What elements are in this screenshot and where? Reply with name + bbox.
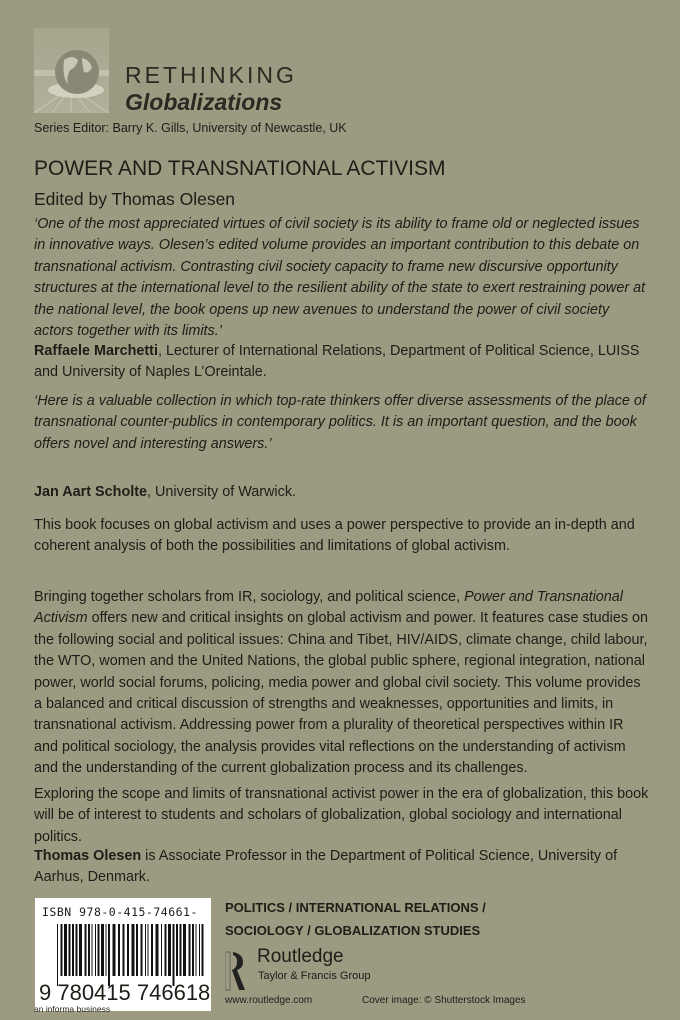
barcode-bar [156, 924, 159, 976]
barcode-bar [168, 924, 171, 976]
description-paragraph-3: Exploring the scope and limits of transnational activist power in the era of globalization, this book will be of interest to students and scholars of globalization, global sociology and international politics. [34, 786, 649, 845]
barcode-bar [79, 924, 82, 976]
book-title: POWER AND TRANSNATIONAL ACTIVISM [34, 157, 446, 180]
barcode-bar [132, 924, 135, 976]
barcode-bar [85, 924, 87, 976]
isbn-text: ISBN 978-0-415-74661- [42, 905, 198, 919]
subject-line: POLITICS / INTERNATIONAL RELATIONS / [225, 900, 486, 915]
barcode-bar [92, 924, 93, 976]
subject-categories [225, 896, 486, 942]
subject-line: SOCIOLOGY / GLOBALIZATION STUDIES [225, 923, 481, 938]
endorsement-author-2 [34, 482, 650, 503]
barcode-bar [123, 924, 125, 976]
barcode-bar [141, 924, 143, 976]
barcode-bar [98, 924, 100, 976]
book-title-italic: Power and Transnational Activism [34, 589, 623, 627]
barcode-bar [101, 924, 104, 976]
publisher-name: Routledge [257, 946, 344, 967]
barcode-bar [161, 924, 162, 976]
series-name: RETHINKING [125, 62, 297, 88]
barcode-bar [173, 924, 175, 986]
endorser-name: Jan Aart Scholte [34, 484, 148, 500]
description-paragraph-2 [34, 587, 650, 780]
barcode-bars [57, 924, 205, 986]
barcode-bar [118, 924, 120, 976]
barcode-bar [151, 924, 153, 976]
barcode-bar [202, 924, 204, 976]
barcode-bar [192, 924, 194, 976]
barcode-bar [76, 924, 78, 976]
globe-logo [34, 28, 109, 113]
text: Bringing together scholars from IR, sociology, and political science, [34, 589, 465, 605]
publisher-url[interactable]: www.routledge.com [225, 995, 313, 1006]
barcode-bar [180, 924, 182, 976]
barcode-bar [176, 924, 178, 976]
barcode-bar [199, 924, 200, 976]
text: offers new and critical insights on global activism and power. It features case studies on the following social and political issues: China and Tibet, HIV/AIDS, climate change, child labour, the WTO, women and the United Nations, the global public sphere, regional integration, national power, world social forums, policing, media power and global civil society. This volume provides a balanced and critical discussion of strengths and weaknesses, opportunities and limits, in transnational activism. Addressing power from a plurality of theoretical perspectives within IR and political sociology, the analysis provides vital reflections on the understanding of activism and the understanding of the current globalization process and its challenges. [34, 610, 649, 777]
barcode-bar [64, 924, 67, 976]
ean-number: 9 780415 746618 [39, 980, 211, 1005]
informa-business: an informa business [34, 1004, 111, 1014]
publisher-group: Taylor & Francis Group [258, 970, 371, 982]
barcode-bar [108, 924, 110, 986]
book-editor: Edited by Thomas Olesen [34, 189, 236, 209]
barcode-bar [69, 924, 71, 976]
barcode-bar [57, 924, 58, 986]
series-editor: Series Editor: Barry K. Gills, University of Newcastle, UK [34, 121, 347, 135]
endorser-affiliation: , University of Warwick. [147, 484, 297, 500]
endorsement-author-1 [34, 341, 650, 384]
barcode-bar [113, 924, 116, 976]
globe-icon [34, 28, 109, 113]
barcode-bar [136, 924, 138, 976]
barcode-bar [189, 924, 191, 976]
barcode-bar [88, 924, 90, 976]
barcode-bar [127, 924, 129, 976]
description-paragraph-1: This book focuses on global activism and uses a power perspective to provide an in-depth and coherent analysis of both the possibilities and limitations of global activism. [34, 517, 635, 555]
endorsement-quote-1: ‘One of the most appreciated virtues of civil society is its ability to frame old or neglected issues in innovative ways. Olesen’s edited volume provides an important contribution to this debate on transnational activism. Contrasting civil society capacity to frame new discursive opportunity structures at the international level to the resilient ability of the state to exert restraining power at the national level, the book opens up new avenues to understand the power of civil society actors together with its limits.’ [34, 216, 646, 340]
isbn-barcode [35, 898, 211, 1011]
barcode-bar [145, 924, 146, 976]
barcode-bar [106, 924, 107, 976]
cover-credit: Cover image: © Shutterstock Images [362, 995, 526, 1006]
barcode-bar [165, 924, 167, 976]
barcode-bar [196, 924, 197, 976]
series-subtitle: Globalizations [125, 89, 283, 115]
barcode-bar [72, 924, 74, 976]
author-name: Thomas Olesen [34, 848, 142, 864]
author-bio [34, 846, 650, 889]
barcode-bar [61, 924, 63, 976]
endorser-affiliation: , Lecturer of International Relations, Department of Political Science, LUISS and University of Naples L’Oreintale. [34, 343, 640, 381]
barcode-bar [148, 924, 149, 976]
barcode-bar [183, 924, 186, 976]
endorser-name: Raffaele Marchetti [34, 343, 158, 359]
bio-text: is Associate Professor in the Department of Political Science, University of Aarhus, Denmark. [34, 848, 618, 886]
routledge-logo-icon [225, 950, 245, 992]
barcode-bar [95, 924, 96, 976]
endorsement-quote-2: ‘Here is a valuable collection in which top-rate thinkers offer diverse assessments of the place of transnational counter-publics in contemporary politics. It is an important question, and the book offers novel and interesting answers.’ [34, 393, 646, 452]
